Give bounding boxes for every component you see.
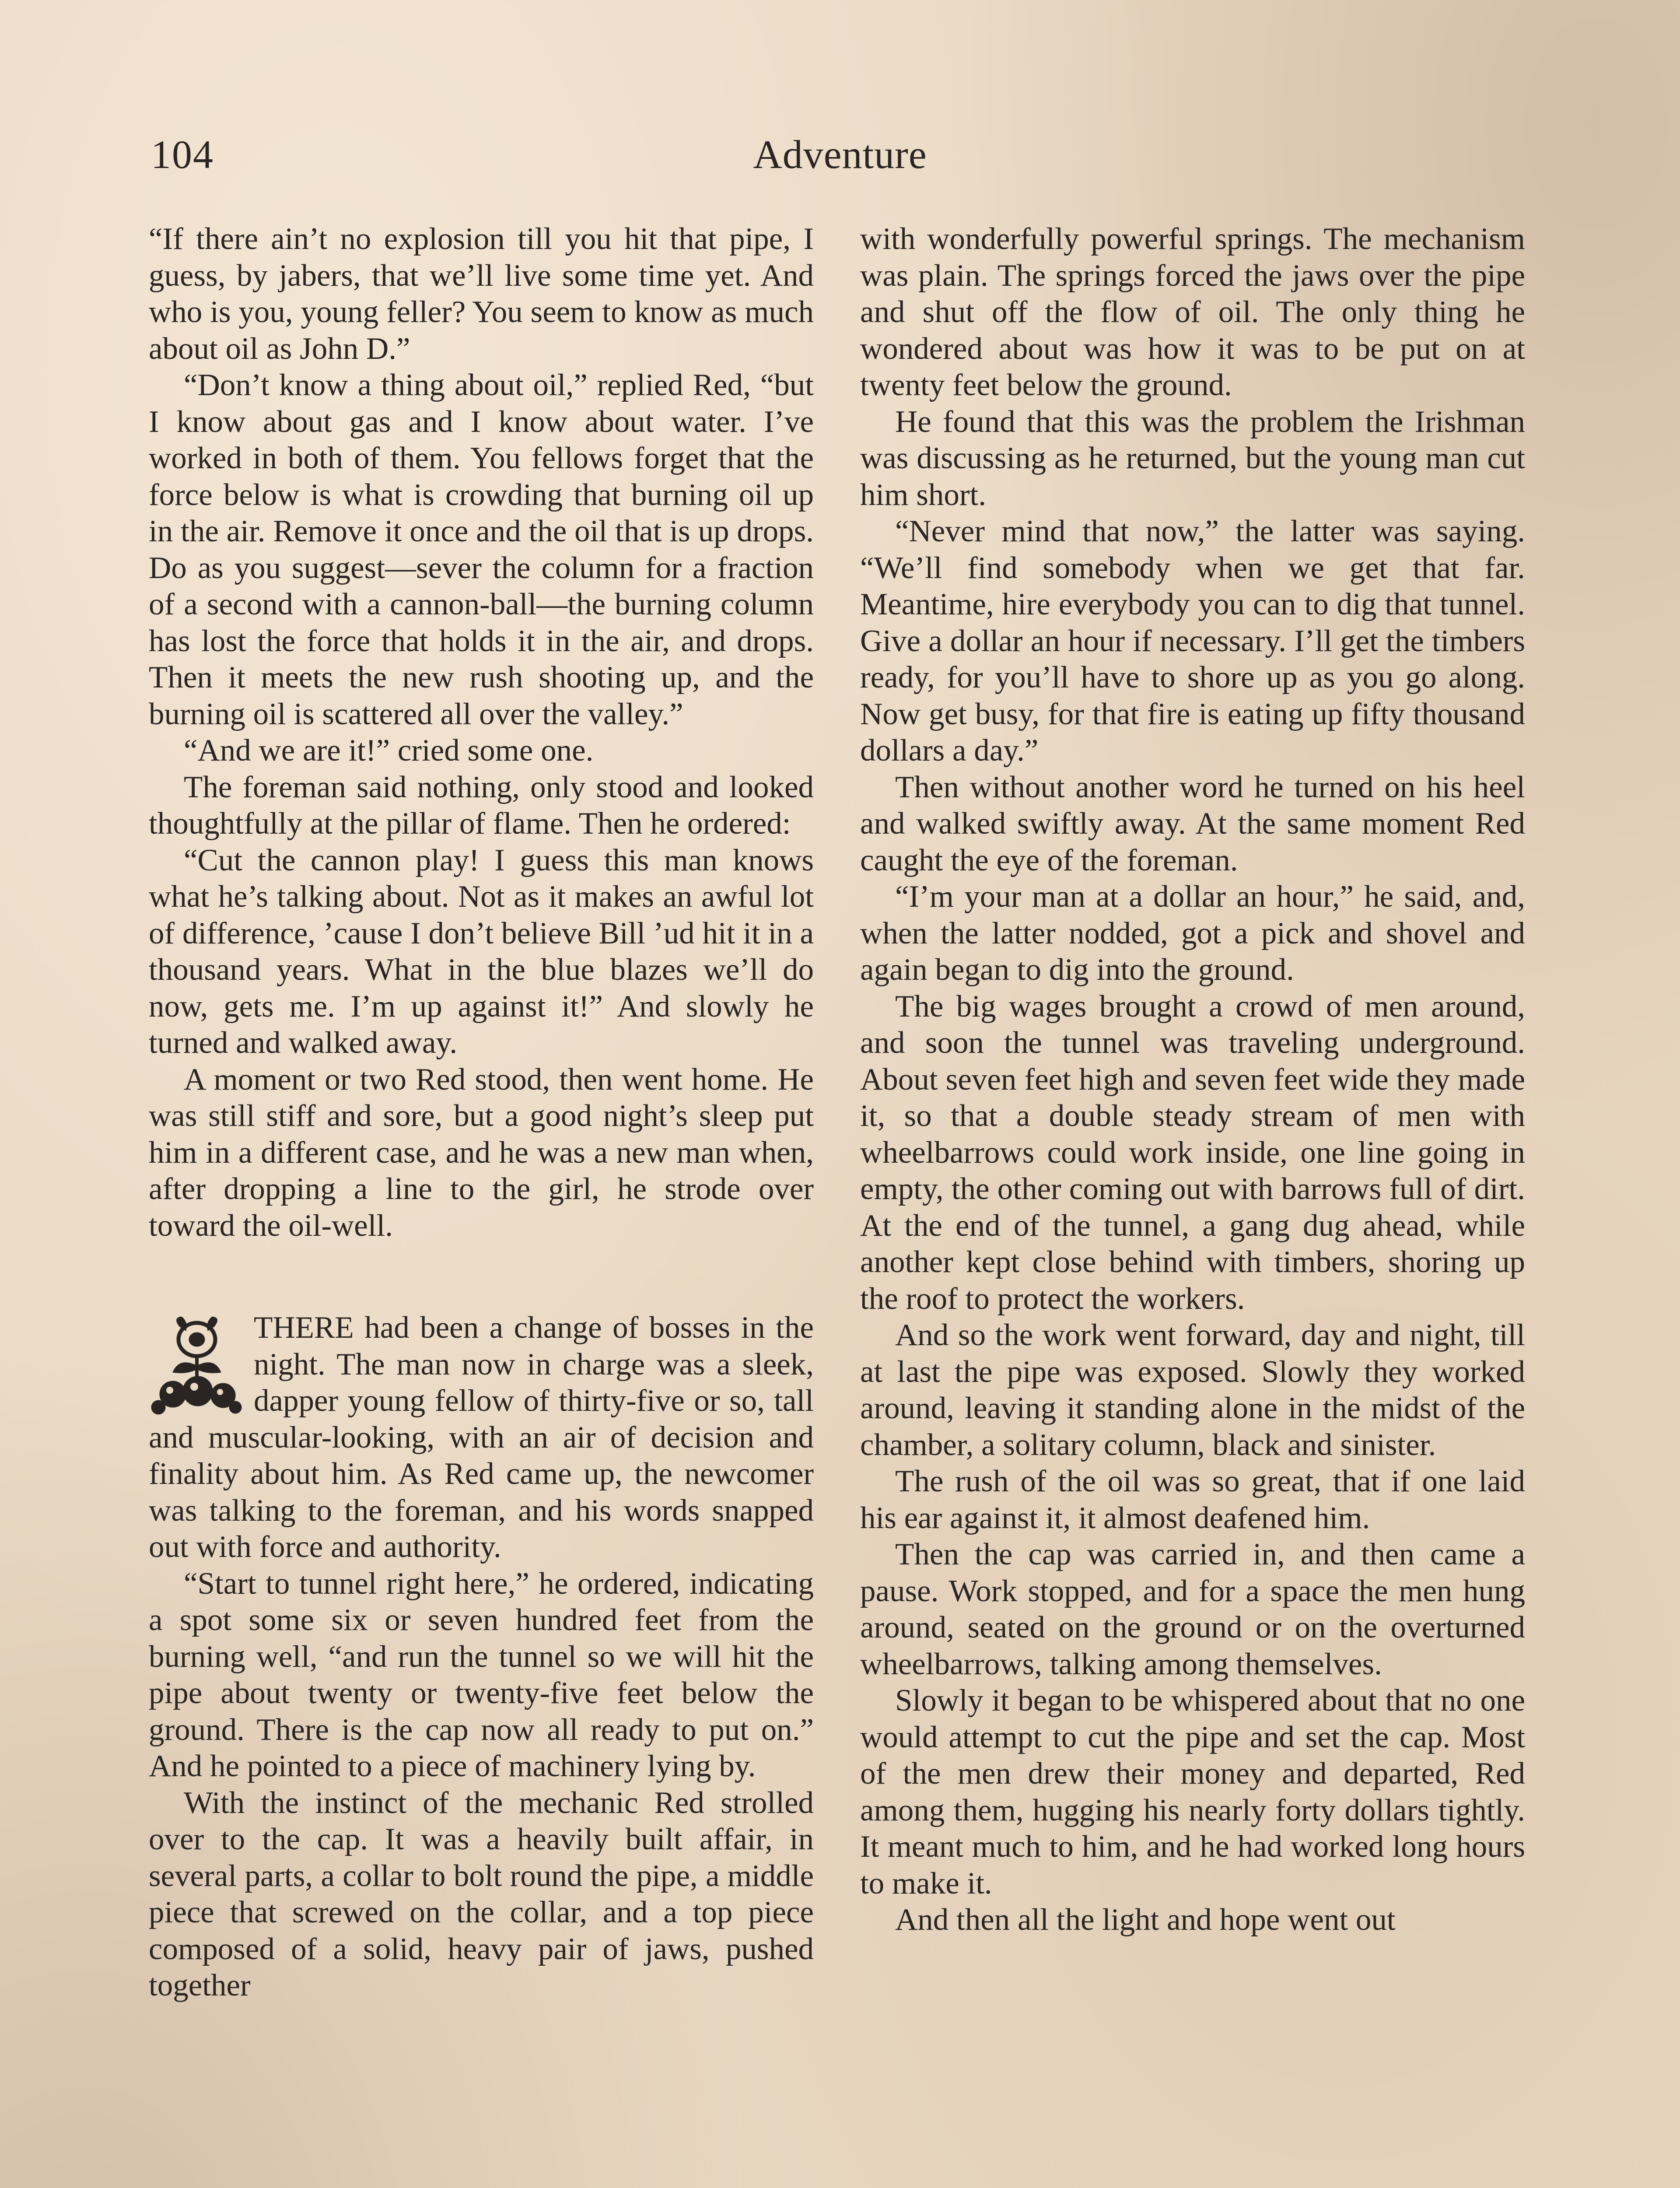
paragraph: “If there ain’t no explosion till you hit that pipe, I guess, by jabers, that we’ll live some time yet. And who is you, young feller? You seem to know as much about oil as John D.” bbox=[149, 222, 814, 366]
left-column bbox=[149, 221, 814, 2004]
paragraph: “Never mind that now,” the latter was saying. “We’ll find somebody when we get that far. Meantime, hire everybody you can to dig that tunnel. Give a dollar an hour if necessary. I’ll get the timbers ready, for you’ll have to shore up as you go along. Now get busy, for that fire is eating up fifty thousand dollars a day.” bbox=[860, 514, 1525, 768]
paragraph: Then without another word he turned on his heel and walked swiftly away. At the same moment Red caught the eye of the foreman. bbox=[860, 770, 1525, 877]
page-number: 104 bbox=[151, 132, 214, 177]
paragraph: Slowly it began to be whispered about that no one would attempt to cut the pipe and set the cap. Most of the men drew their money and departed, Red among them, hugging his nearly forty dollars tightly. It meant much to him, and he had worked long hours to make it. bbox=[860, 1683, 1525, 1900]
paragraph: “I’m your man at a dollar an hour,” he said, and, when the latter nodded, got a pick and shovel and again began to dig into the ground. bbox=[860, 880, 1525, 987]
paragraph: The rush of the oil was so great, that if one laid his ear against it, it almost deafened him. bbox=[860, 1464, 1525, 1535]
right-column bbox=[860, 221, 1525, 1939]
paragraph: With the instinct of the mechanic Red strolled over to the cap. It was a heavily built affair, in several parts, a collar to bolt round the pipe, a middle piece that screwed on the collar, and a top piece composed of a solid, heavy pair of jaws, pushed together bbox=[149, 1785, 814, 2002]
paragraph: THERE had been a change of bosses in the night. The man now in charge was a sleek, dapper young fellow of thirty-five or so, tall and muscular-looking, with an air of decision and finality about him. As Red came up, the newcomer was talking to the foreman, and his words snapped out with force and authority. bbox=[149, 1311, 814, 1564]
paragraph: And then all the light and hope went out bbox=[895, 1903, 1396, 1937]
paragraph: “Start to tunnel right here,” he ordered, indicating a spot some six or seven hundred feet from the burning well, “and run the tunnel so we will hit the pipe about twenty or twenty-five feet below the ground. There is the cap now all ready to put on.” And he pointed to a piece of machinery lying by. bbox=[149, 1566, 814, 1783]
paragraph: A moment or two Red stood, then went home. He was still stiff and sore, but a good night’s sleep put him in a different case, and he was a new man when, after dropping a line to the girl, he strode over toward the oil-well. bbox=[149, 1062, 814, 1243]
paragraph: with wonderfully powerful springs. The mechanism was plain. The springs forced the jaws over the pipe and shut off the flow of oil. The only thing he wondered about was how it was to be put on at twenty feet below the ground. bbox=[860, 222, 1525, 402]
paragraph: He found that this was the problem the Irishman was discussing as he returned, but the young man cut him short. bbox=[860, 404, 1525, 512]
running-title: Adventure bbox=[753, 132, 927, 177]
paragraph: “And we are it!” cried some one. bbox=[184, 733, 594, 768]
paragraph: “Don’t know a thing about oil,” replied Red, “but I know about gas and I know about water. I’ve worked in both of them. You fellows forget that the force below is what is crowding that burning oil up in the air. Remove it once and the oil that is up drops. Do as you suggest—sever the column for a fraction of a second with a cannon-ball—the burning column has lost the force that holds it in the air, and drops. Then it meets the new rush shooting up, and the burning oil is scattered all over the valley.” bbox=[149, 368, 814, 731]
paragraph: Then the cap was carried in, and then came a pause. Work stopped, and for a space the men hung around, seated on the ground or on the overturned wheelbarrows, talking among themselves. bbox=[860, 1537, 1525, 1681]
section-break bbox=[149, 1244, 814, 1310]
paragraph: “Cut the cannon play! I guess this man knows what he’s talking about. Not as it makes an awful lot of difference, ’cause I don’t believe Bill ’ud hit it in a thousand years. What in the blue blazes we’ll do now, gets me. I’m up against it!” And slowly he turned and walked away. bbox=[149, 843, 814, 1060]
paragraph: And so the work went forward, day and night, till at last the pipe was exposed. Slowly they worked around, leaving it standing alone in the midst of the chamber, a solitary column, black and sinister. bbox=[860, 1318, 1525, 1462]
paragraph: The foreman said nothing, only stood and looked thoughtfully at the pillar of flame. Then he ordered: bbox=[149, 770, 814, 841]
floral-drop-cap-ornament-icon bbox=[149, 1313, 245, 1416]
paragraph: The big wages brought a crowd of men around, and soon the tunnel was traveling underground. About seven feet high and seven feet wide they made it, so that a double steady stream of men with wheelbarrows could work inside, one line going in empty, the other coming out with barrows full of dirt. At the end of the tunnel, a gang dug ahead, while another kept close behind with timbers, shoring up the roof to protect the workers. bbox=[860, 989, 1525, 1316]
